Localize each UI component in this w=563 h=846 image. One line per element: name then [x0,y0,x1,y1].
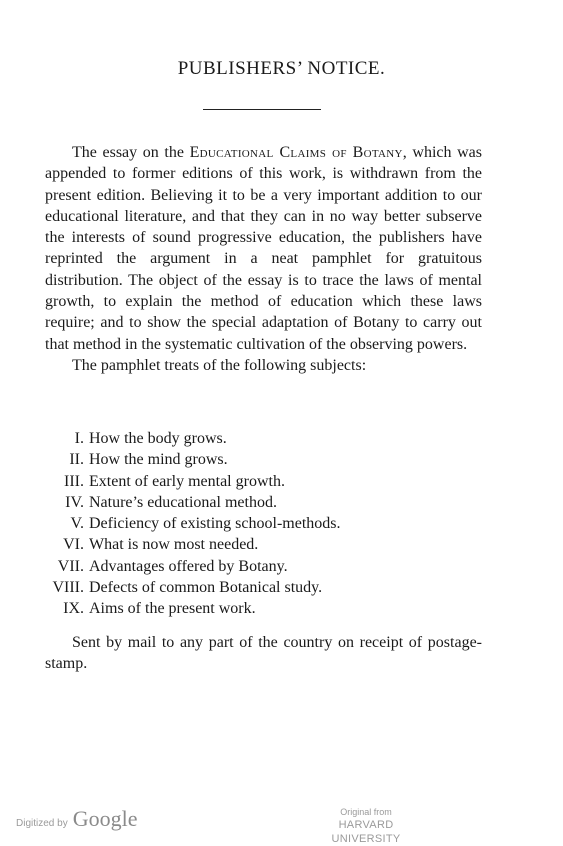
closing-paragraph: Sent by mail to any part of the country on receipt of postage-stamp. [45,634,482,673]
list-text: Aims of the present work. [89,600,256,618]
list-item [45,449,485,470]
list-item [45,492,485,513]
digitized-watermark [16,806,137,832]
list-item [45,428,485,449]
closing-note [45,632,482,675]
subjects-list [45,428,485,620]
source-watermark [303,806,429,846]
list-text: Defects of common Botanical study. [89,579,323,597]
list-numeral: V. [70,515,84,533]
list-text: Advantages offered by Botany. [89,557,288,575]
list-item [45,471,485,492]
list-numeral: VI. [63,536,84,554]
institution-label: HARVARD UNIVERSITY [331,819,401,845]
list-item [45,598,485,619]
list-item [45,577,485,598]
digitized-label: Digitized by [16,818,68,829]
paragraph-2: The pamphlet treats of the following subjects: [72,356,367,374]
paragraph-1 [45,142,482,355]
google-logo: Google [72,806,138,831]
list-item [45,556,485,577]
list-text: How the mind grows. [89,451,228,469]
notice-body [45,142,482,376]
list-text: Extent of early mental growth. [89,472,285,490]
title-rule [203,109,321,110]
list-text: Nature’s educational method. [89,493,277,511]
list-item [45,534,485,555]
list-item [45,513,485,534]
list-numeral: IX. [63,600,84,618]
list-numeral: III. [64,472,84,490]
essay-title: Educational Claims of Botany [189,144,403,161]
list-numeral: IV. [65,493,84,511]
list-numeral: VIII. [52,579,84,597]
list-text: Deficiency of existing school-methods. [89,515,341,533]
list-text: How the body grows. [89,430,227,447]
paragraph-1-lead: The essay on the [72,144,190,161]
list-text: What is now most needed. [89,536,259,554]
paragraph-1-rest: , which was appended to former editions of this work, is withdrawn from the present edition. Believing it to be a very important addition to our educational literature, and that they can in no way better subserve the interests of sound progressive education, the publishers have reprinted the argument in a neat pamphlet for gratuitous distribution. The object of the essay is to trace the laws of mental growth, to explain the method of education which these laws require; and to show the special adaptation of Botany to carry out that method in the systematic cultivation of the observing powers. [45,144,482,353]
original-from-label: Original from [340,807,392,817]
list-numeral: I. [74,430,84,447]
list-numeral: VII. [57,557,84,575]
list-numeral: II. [69,451,84,469]
page-title: PUBLISHERS’ NOTICE. [177,58,386,79]
